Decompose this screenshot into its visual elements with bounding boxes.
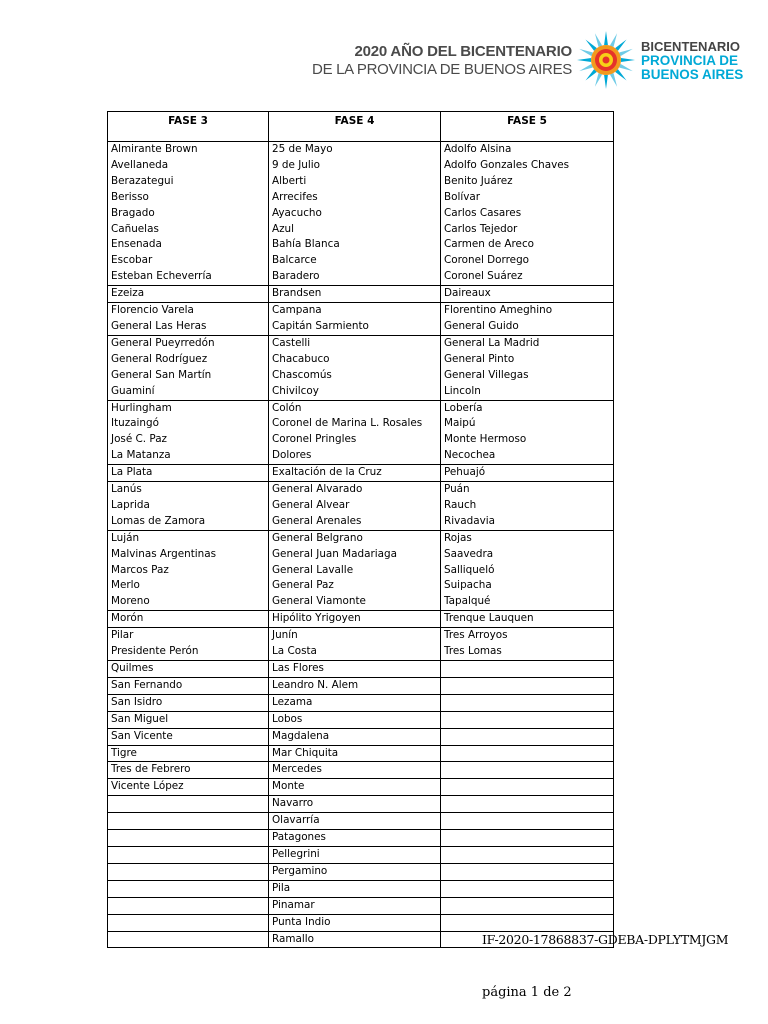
sun-emblem-icon [576, 29, 636, 91]
table-cell-fase-5: Carlos Casares [441, 206, 614, 222]
table-cell-fase-4: Monte [269, 779, 441, 796]
brand-line-3: BUENOS AIRES [641, 67, 744, 82]
table-cell-fase-3: General Rodríguez [108, 352, 269, 368]
column-header-fase-5: FASE 5 [441, 112, 614, 142]
table-cell-fase-5 [441, 694, 614, 711]
table-cell-fase-3: Lanús [108, 482, 269, 498]
table-row [108, 694, 614, 711]
table-row [108, 578, 614, 594]
sun-ray [577, 58, 591, 62]
table-cell-fase-4: 9 de Julio [269, 158, 441, 174]
table-row [108, 563, 614, 579]
table-cell-fase-4: Pellegrini [269, 846, 441, 863]
table-cell-fase-5: Adolfo Gonzales Chaves [441, 158, 614, 174]
table-cell-fase-5: Florentino Ameghino [441, 303, 614, 319]
column-header-fase-4: FASE 4 [269, 112, 441, 142]
table-cell-fase-3 [108, 813, 269, 830]
table-cell-fase-5: Saavedra [441, 547, 614, 563]
sun-ray [604, 31, 608, 45]
table-row [108, 335, 614, 351]
sun-ray [610, 73, 617, 87]
table-cell-fase-4: Olavarría [269, 813, 441, 830]
table-cell-fase-3 [108, 880, 269, 897]
table-cell-fase-4: Punta Indio [269, 914, 441, 931]
table-cell-fase-3: José C. Paz [108, 432, 269, 448]
table-cell-fase-5: Salliqueló [441, 563, 614, 579]
table-cell-fase-3: General Las Heras [108, 319, 269, 335]
table-cell-fase-3: San Isidro [108, 694, 269, 711]
sun-ray [619, 64, 633, 71]
table-cell-fase-5: Bolívar [441, 190, 614, 206]
table-row [108, 174, 614, 190]
table-cell-fase-3: Lomas de Zamora [108, 514, 269, 530]
table-cell-fase-4: Las Flores [269, 661, 441, 678]
table-row [108, 368, 614, 384]
table-row [108, 830, 614, 847]
sun-ray [621, 58, 635, 62]
table-cell-fase-3: Esteban Echeverría [108, 269, 269, 285]
sun-ray [610, 33, 617, 47]
sun-ray [615, 69, 626, 80]
table-row [108, 400, 614, 416]
table-cell-fase-4: Ramallo [269, 931, 441, 948]
table-row [108, 863, 614, 880]
header-title-line-2: DE LA PROVINCIA DE BUENOS AIRES [312, 61, 572, 78]
table-row [108, 611, 614, 628]
table-cell-fase-3: Merlo [108, 578, 269, 594]
table-cell-fase-4: Patagones [269, 830, 441, 847]
table-cell-fase-5: Rojas [441, 530, 614, 546]
table-cell-fase-5: Maipú [441, 416, 614, 432]
table-cell-fase-4: General Belgrano [269, 530, 441, 546]
table-row [108, 762, 614, 779]
table-cell-fase-5: Necochea [441, 448, 614, 464]
table-cell-fase-4: Pila [269, 880, 441, 897]
table-cell-fase-5: Carlos Tejedor [441, 222, 614, 238]
table-cell-fase-5: Daireaux [441, 286, 614, 303]
brand-wordmark [641, 40, 743, 82]
table-cell-fase-4: Arrecifes [269, 190, 441, 206]
table-cell-fase-3: Ituzaingó [108, 416, 269, 432]
table-cell-fase-4: General Alvarado [269, 482, 441, 498]
table-row [108, 206, 614, 222]
table-cell-fase-4: Exaltación de la Cruz [269, 465, 441, 482]
table-cell-fase-5 [441, 863, 614, 880]
table-cell-fase-3 [108, 863, 269, 880]
table-cell-fase-5 [441, 796, 614, 813]
table-row [108, 813, 614, 830]
table-cell-fase-4: Chacabuco [269, 352, 441, 368]
table-cell-fase-4: Capitán Sarmiento [269, 319, 441, 335]
table-cell-fase-4: Alberti [269, 174, 441, 190]
table-cell-fase-3: Moreno [108, 594, 269, 610]
table-cell-fase-3: General San Martín [108, 368, 269, 384]
table-cell-fase-4: Mar Chiquita [269, 745, 441, 762]
table-cell-fase-5: Tapalqué [441, 594, 614, 610]
table-cell-fase-3: Escobar [108, 253, 269, 269]
sun-ray [585, 69, 596, 80]
table-cell-fase-4: Campana [269, 303, 441, 319]
table-cell-fase-4: Baradero [269, 269, 441, 285]
table-cell-fase-3: Tigre [108, 745, 269, 762]
table-cell-fase-3: San Fernando [108, 677, 269, 694]
table-cell-fase-5 [441, 661, 614, 678]
table-row [108, 594, 614, 610]
table-cell-fase-4: General Lavalle [269, 563, 441, 579]
table-cell-fase-5 [441, 677, 614, 694]
table-cell-fase-5: General Pinto [441, 352, 614, 368]
table-cell-fase-5: General Guido [441, 319, 614, 335]
table-cell-fase-4: Castelli [269, 335, 441, 351]
table-row [108, 530, 614, 546]
table-cell-fase-5 [441, 880, 614, 897]
table-cell-fase-4: 25 de Mayo [269, 142, 441, 158]
table-row [108, 779, 614, 796]
table-cell-fase-5: Tres Lomas [441, 644, 614, 660]
table-row [108, 498, 614, 514]
table-cell-fase-3: Ezeiza [108, 286, 269, 303]
table-cell-fase-5: General La Madrid [441, 335, 614, 351]
table-cell-fase-4: Chivilcoy [269, 384, 441, 400]
table-row [108, 352, 614, 368]
table-cell-fase-5: Carmen de Areco [441, 237, 614, 253]
table-cell-fase-5 [441, 914, 614, 931]
table-row [108, 222, 614, 238]
table-cell-fase-3: Quilmes [108, 661, 269, 678]
table-cell-fase-3 [108, 914, 269, 931]
table-row [108, 158, 614, 174]
table-row [108, 416, 614, 432]
table-cell-fase-5: Rauch [441, 498, 614, 514]
table-cell-fase-3: Luján [108, 530, 269, 546]
table-row [108, 482, 614, 498]
table-cell-fase-4: Navarro [269, 796, 441, 813]
table-cell-fase-3: Laprida [108, 498, 269, 514]
table-cell-fase-4: Hipólito Yrigoyen [269, 611, 441, 628]
table-cell-fase-4: Coronel Pringles [269, 432, 441, 448]
table-cell-fase-3 [108, 897, 269, 914]
table-cell-fase-5 [441, 813, 614, 830]
page-number: página 1 de 2 [482, 985, 572, 1000]
table-cell-fase-4: Ayacucho [269, 206, 441, 222]
table-cell-fase-5: Coronel Suárez [441, 269, 614, 285]
table-row [108, 514, 614, 530]
table-cell-fase-4: Pinamar [269, 897, 441, 914]
table-cell-fase-3: Berazategui [108, 174, 269, 190]
sun-ray [604, 75, 608, 89]
sun-ray [615, 39, 626, 50]
table-cell-fase-4: Mercedes [269, 762, 441, 779]
sun-ray [585, 39, 596, 50]
table-cell-fase-5: Puán [441, 482, 614, 498]
table-cell-fase-3: La Matanza [108, 448, 269, 464]
table-row [108, 644, 614, 660]
table-cell-fase-3: La Plata [108, 465, 269, 482]
table-cell-fase-5: Monte Hermoso [441, 432, 614, 448]
table-cell-fase-5 [441, 728, 614, 745]
table-cell-fase-5: Tres Arroyos [441, 628, 614, 644]
table-cell-fase-4: Azul [269, 222, 441, 238]
table-cell-fase-3: Almirante Brown [108, 142, 269, 158]
table-cell-fase-4: Leandro N. Alem [269, 677, 441, 694]
table-cell-fase-5 [441, 745, 614, 762]
table-cell-fase-4: Magdalena [269, 728, 441, 745]
table-cell-fase-5: Trenque Lauquen [441, 611, 614, 628]
table-cell-fase-3: Presidente Perón [108, 644, 269, 660]
table-cell-fase-4: General Alvear [269, 498, 441, 514]
table-row [108, 677, 614, 694]
brand-line-2: PROVINCIA DE [641, 53, 739, 68]
table-cell-fase-3: Avellaneda [108, 158, 269, 174]
sun-ray [579, 64, 593, 71]
table-row [108, 269, 614, 285]
table-cell-fase-5 [441, 779, 614, 796]
table-cell-fase-3 [108, 846, 269, 863]
table-cell-fase-5: Lobería [441, 400, 614, 416]
table-cell-fase-3: Malvinas Argentinas [108, 547, 269, 563]
table-cell-fase-5 [441, 897, 614, 914]
table-row [108, 661, 614, 678]
table-row [108, 914, 614, 931]
table-cell-fase-4: Pergamino [269, 863, 441, 880]
table-cell-fase-4: Colón [269, 400, 441, 416]
table-cell-fase-3: Hurlingham [108, 400, 269, 416]
document-id: IF-2020-17868837-GDEBA-DPLYTMJGM [482, 932, 729, 947]
table-row [108, 319, 614, 335]
table-cell-fase-5: Pehuajó [441, 465, 614, 482]
table-row [108, 190, 614, 206]
table-row [108, 142, 614, 158]
table-cell-fase-3: Morón [108, 611, 269, 628]
table-cell-fase-5 [441, 846, 614, 863]
table-cell-fase-4: Balcarce [269, 253, 441, 269]
table-cell-fase-5: Coronel Dorrego [441, 253, 614, 269]
table-row [108, 628, 614, 644]
table-cell-fase-4: Coronel de Marina L. Rosales [269, 416, 441, 432]
table-cell-fase-4: Junín [269, 628, 441, 644]
header-title-line-1: 2020 AÑO DEL BICENTENARIO [354, 43, 572, 60]
column-header-fase-3: FASE 3 [108, 112, 269, 142]
table-row [108, 448, 614, 464]
table-cell-fase-3: Ensenada [108, 237, 269, 253]
table-row [108, 711, 614, 728]
table-cell-fase-5: General Villegas [441, 368, 614, 384]
brand-line-1: BICENTENARIO [641, 39, 740, 54]
table-cell-fase-3 [108, 830, 269, 847]
table-cell-fase-3: Florencio Varela [108, 303, 269, 319]
table-cell-fase-4: Chascomús [269, 368, 441, 384]
header-title [312, 43, 572, 79]
table-cell-fase-3: General Pueyrredón [108, 335, 269, 351]
table-row [108, 547, 614, 563]
phases-table [107, 111, 614, 948]
sun-ray [619, 49, 633, 56]
table-cell-fase-3: Vicente López [108, 779, 269, 796]
table-row [108, 880, 614, 897]
table-row [108, 728, 614, 745]
table-cell-fase-4: La Costa [269, 644, 441, 660]
table-cell-fase-4: Dolores [269, 448, 441, 464]
table-row [108, 745, 614, 762]
table-cell-fase-3: Berisso [108, 190, 269, 206]
table-cell-fase-3: Cañuelas [108, 222, 269, 238]
table-row [108, 253, 614, 269]
table-cell-fase-4: Lezama [269, 694, 441, 711]
table-cell-fase-3: Marcos Paz [108, 563, 269, 579]
table-body [108, 142, 614, 948]
table-row [108, 384, 614, 400]
table-cell-fase-4: General Viamonte [269, 594, 441, 610]
sun-ray [595, 73, 602, 87]
table-cell-fase-4: Bahía Blanca [269, 237, 441, 253]
table-row [108, 897, 614, 914]
table-cell-fase-5 [441, 711, 614, 728]
table-cell-fase-5: Suipacha [441, 578, 614, 594]
table-cell-fase-5: Lincoln [441, 384, 614, 400]
table-row [108, 432, 614, 448]
table-row [108, 237, 614, 253]
table-cell-fase-4: Brandsen [269, 286, 441, 303]
table-cell-fase-5: Rivadavia [441, 514, 614, 530]
table-row [108, 846, 614, 863]
table-cell-fase-4: General Paz [269, 578, 441, 594]
table-cell-fase-5 [441, 830, 614, 847]
table-row [108, 286, 614, 303]
table-cell-fase-3 [108, 796, 269, 813]
table-row [108, 303, 614, 319]
table-cell-fase-4: Lobos [269, 711, 441, 728]
table-cell-fase-3: Tres de Febrero [108, 762, 269, 779]
table-cell-fase-5 [441, 762, 614, 779]
table-row [108, 465, 614, 482]
table-cell-fase-3: Guaminí [108, 384, 269, 400]
table-cell-fase-3: San Miguel [108, 711, 269, 728]
table-cell-fase-5: Benito Juárez [441, 174, 614, 190]
sun-ray [579, 49, 593, 56]
table-cell-fase-5: Adolfo Alsina [441, 142, 614, 158]
table-row [108, 796, 614, 813]
sun-ray [595, 33, 602, 47]
table-header-row [108, 112, 614, 142]
table-cell-fase-3: Pilar [108, 628, 269, 644]
table-cell-fase-3 [108, 931, 269, 948]
table-cell-fase-3: San Vicente [108, 728, 269, 745]
table-cell-fase-3: Bragado [108, 206, 269, 222]
table-cell-fase-4: General Arenales [269, 514, 441, 530]
table-cell-fase-4: General Juan Madariaga [269, 547, 441, 563]
